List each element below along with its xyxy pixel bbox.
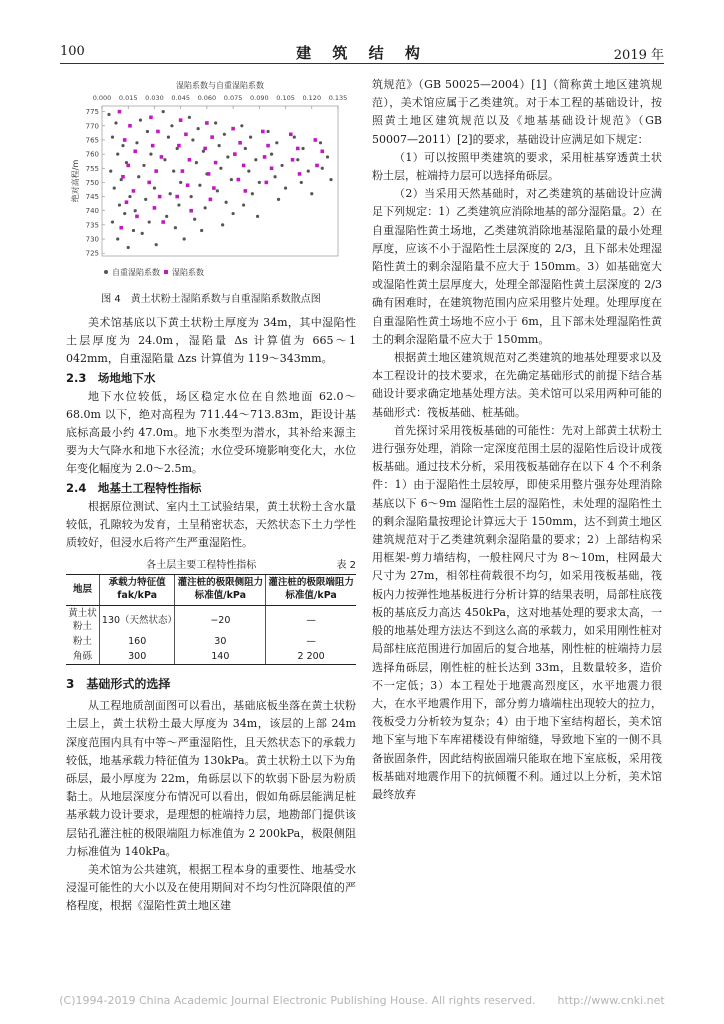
paragraph: 根据黄土地区建筑规范对乙类建筑的地基处理要求以及本工程设计的技术要求，在先确定基础形式的前提下结合基础设计要求确定地基处理方法。美术馆可以采用两种可能的基础形式：筏板基础、桩基础。 <box>372 351 662 419</box>
scatter-point-collapse <box>233 152 237 156</box>
scatter-point-self-weight <box>200 229 203 232</box>
scatter-point-self-weight <box>296 158 299 161</box>
x-tick-label: 0.090 <box>250 94 269 102</box>
x-tick-label: 0.045 <box>171 94 190 102</box>
scatter-point-self-weight <box>266 130 269 133</box>
scatter-point-collapse <box>320 149 324 153</box>
scatter-point-self-weight <box>321 167 324 170</box>
x-tick-label: 0.075 <box>223 94 243 102</box>
scatter-point-collapse <box>237 178 241 182</box>
scatter-point-self-weight <box>280 164 283 167</box>
table-row <box>66 634 356 649</box>
scatter-point-collapse <box>121 175 125 179</box>
scatter-point-collapse <box>132 189 136 193</box>
scatter-point-collapse <box>291 158 295 162</box>
scatter-point-collapse <box>210 135 214 139</box>
scatter-point-self-weight <box>170 124 173 127</box>
scatter-point-collapse <box>181 169 185 173</box>
paragraph: 美术馆为公共建筑，根据工程本身的重要性、地基受水浸湿可能性的大小以及在使用期间对不均匀性沉降限值的严格程度，根据《湿陷性黄土地区建 <box>66 863 356 913</box>
scatter-point-self-weight <box>109 169 112 172</box>
scatter-point-collapse <box>203 147 207 151</box>
legend-label-0: 自重湿陷系数 <box>112 268 160 277</box>
scatter-point-self-weight <box>247 169 250 172</box>
scatter-point-self-weight <box>249 136 252 139</box>
page-header <box>60 40 664 64</box>
x-tick-label: 0.120 <box>302 94 322 102</box>
scatter-point-self-weight <box>165 215 168 218</box>
x-tick-label: 0.105 <box>276 94 295 102</box>
scatter-point-self-weight <box>111 220 114 223</box>
journal-title: 建 筑 结 构 <box>296 44 428 62</box>
scatter-point-collapse <box>214 161 218 165</box>
scatter-point-self-weight <box>284 186 287 189</box>
y-tick-label: 745 <box>85 193 99 202</box>
y-tick-label: 730 <box>85 235 99 244</box>
scatter-point-self-weight <box>230 178 233 181</box>
scatter-point-self-weight <box>169 192 172 195</box>
y-tick-label: 765 <box>85 136 99 145</box>
scatter-point-self-weight <box>141 232 144 235</box>
scatter-point-collapse <box>125 200 129 204</box>
scatter-point-self-weight <box>123 212 126 215</box>
table-header-cell: 灌注桩的极限侧阻力标准值/kPa <box>175 575 266 604</box>
scatter-point-self-weight <box>174 226 177 229</box>
table-header-cell: 地层 <box>66 575 99 604</box>
scatter-point-collapse <box>153 206 157 210</box>
table-cell: 角砾 <box>66 649 99 665</box>
page-number: 100 <box>60 44 85 59</box>
scatter-point-self-weight <box>329 178 332 181</box>
table-cell: — <box>266 606 356 635</box>
scatter-point-collapse <box>147 181 151 185</box>
x-tick-label: 0.000 <box>92 94 112 102</box>
y-tick-label: 760 <box>85 150 99 159</box>
paragraph: 地下水位较低，场区稳定水位在自然地面 62.0～68.0m 以下，绝对高程为 711.44～713.83m，距设计基底标高最小约 47.0m。地下水类型为潜水，其补给来源主要为大气降水和地下水径流；水位受环境影响变化大，水位年变化幅度为 2.0～2.5m。 <box>66 389 356 476</box>
scatter-point-self-weight <box>240 124 243 127</box>
paragraph: （2）当采用天然基础时，对乙类建筑的基础设计应满足下列规定：1）乙类建筑应消除地基的部分湿陷量。2）在自重湿陷性黄土场地，乙类建筑消除地基湿陷量的最小处理厚度，应该不小于湿陷性土层深度的 2/3，且下部未处理湿陷性黄土的剩余湿陷量不应大于 150mm。3）如基础宽大或湿陷性黄土层厚度大，处理全部湿陷性黄土层深度的 2/3 确有困难时，在建筑物范围内应采用整片处理。处理厚度在自重湿陷性黄土场地不应小于 6m，且下部未处理湿陷性黄土的剩余湿陷量不应大于 150mm。 <box>372 187 662 346</box>
publication-year: 2019 年 <box>613 48 664 63</box>
scatter-point-collapse <box>231 127 235 131</box>
scatter-point-self-weight <box>191 138 194 141</box>
scatter-point-collapse <box>263 155 267 159</box>
scatter-point-self-weight <box>277 198 280 201</box>
scatter-point-self-weight <box>107 113 110 116</box>
scatter-point-collapse <box>118 110 122 114</box>
chart-title: 湿陷系数与自重湿陷系数 <box>176 81 264 90</box>
scatter-point-collapse <box>313 138 317 142</box>
scatter-point-collapse <box>156 130 160 134</box>
scatter-point-self-weight <box>226 155 229 158</box>
right-column <box>372 76 662 804</box>
scatter-point-collapse <box>161 220 165 224</box>
plot-frame <box>102 106 338 256</box>
scatter-point-collapse <box>128 124 132 128</box>
scatter-point-self-weight <box>148 220 151 223</box>
table-row <box>66 606 356 635</box>
scatter-point-self-weight <box>270 153 273 156</box>
scatter-point-collapse <box>149 116 153 120</box>
scatter-point-self-weight <box>172 169 175 172</box>
legend-marker-0 <box>104 270 108 274</box>
figure-4-caption: 图 4 黄土状粉土湿陷系数与自重湿陷系数散点图 <box>101 294 321 305</box>
y-tick-label: 750 <box>85 178 99 187</box>
scatter-point-self-weight <box>256 215 259 218</box>
section-heading-3: 3 基础形式的选择 <box>66 677 171 692</box>
scatter-point-self-weight <box>275 141 278 144</box>
scatter-point-collapse <box>179 118 183 122</box>
scatter-point-self-weight <box>190 195 193 198</box>
scatter-point-self-weight <box>204 206 207 209</box>
scatter-point-self-weight <box>116 153 119 156</box>
x-tick-label: 0.135 <box>328 94 348 102</box>
scatter-point-collapse <box>186 183 190 187</box>
scatter-point-collapse <box>261 130 265 134</box>
scatter-point-self-weight <box>162 110 165 113</box>
copyright-footer: (C)1994-2019 China Academic Journal Electronic Publishing House. All rights reserved. http://www.cnki.net <box>59 994 665 1007</box>
scatter-point-self-weight <box>114 121 117 124</box>
scatter-point-self-weight <box>155 243 158 246</box>
table-2-title-row <box>66 558 356 574</box>
scatter-point-self-weight <box>197 127 200 130</box>
table-cell: 140 <box>175 649 266 665</box>
scatter-point-self-weight <box>232 212 235 215</box>
scatter-point-self-weight <box>179 181 182 184</box>
soil-properties-table <box>66 574 356 665</box>
x-tick-label: 0.030 <box>145 94 164 102</box>
table-cell: 粉土 <box>72 636 92 648</box>
scatter-point-self-weight <box>221 223 224 226</box>
chart-legend <box>104 267 204 277</box>
y-tick-label: 735 <box>85 221 99 230</box>
scatter-point-self-weight <box>300 181 303 184</box>
section-heading-2-3: 2.3 场地地下水 <box>66 370 156 385</box>
scatter-point-self-weight <box>223 133 226 136</box>
y-tick-label: 775 <box>85 108 99 117</box>
y-tick-label: 725 <box>85 249 99 258</box>
scatter-point-self-weight <box>218 144 221 147</box>
scatter-point-self-weight <box>242 203 245 206</box>
paragraph: 根据原位测试、室内土工试验结果，黄土状粉土含水量较低，孔隙较为发育，土呈稍密状态，天然状态下土力学性质较好，但浸水后将产生严重湿陷性。 <box>66 499 356 550</box>
scatter-point-self-weight <box>293 136 296 139</box>
scatter-point-self-weight <box>195 161 198 164</box>
scatter-point-self-weight <box>146 130 149 133</box>
scatter-point-collapse <box>315 164 319 168</box>
scatter-point-collapse <box>188 158 192 162</box>
legend-marker-1 <box>164 270 168 274</box>
paragraph: 筑规范》（GB 50025—2004）[1]（简称黄土地区建筑规范），美术馆应属于乙类建筑。对于本工程的基础设计，按照黄土地区建筑规范以及《地基基础设计规范》（GB 50007—2011）[2]的要求，基础设计应满足如下规定： <box>372 78 662 146</box>
scatter-point-self-weight <box>144 198 147 201</box>
scatter-point-self-weight <box>326 155 329 158</box>
table-2-label: 表 2 <box>336 560 356 572</box>
table-cell: 30 <box>175 634 266 649</box>
table-2-title: 各土层主要工程特性指标 <box>146 560 257 572</box>
paragraph: （1）可以按照甲类建筑的要求，采用桩基穿透黄土状粉土层，桩端持力层可以选择角砾层。 <box>372 150 662 183</box>
scatter-point-collapse <box>175 195 179 199</box>
paragraph: 从工程地质剖面图可以看出，基础底板坐落在黄土状粉土层上，黄土状粉土最大厚度为 34m，该层的上部 24m 深度范围内具有中等～严重湿陷性，且天然状态下的承载力较低，地基承载力特征值为 130kPa。黄土状粉土以下为角砾层，最小厚度为 22m，角砾层以下的软弱下卧层为粉质黏土。从地层深度分布情况可以看出，假如角砾层能满足桩基承载力设计要求，是理想的桩端持力层，地勘部门提供该层钻孔灌注桩的极限端阻力标准值为 2 200kPa，极限侧阻力标准值为 140kPa。 <box>66 699 356 858</box>
scatter-point-collapse <box>177 144 181 148</box>
scatter-point-self-weight <box>251 192 254 195</box>
y-tick-label: 755 <box>85 164 99 173</box>
scatter-point-collapse <box>238 141 242 145</box>
table-row <box>66 649 356 665</box>
scatter-point-collapse <box>207 172 211 176</box>
scatter-point-collapse <box>154 169 158 173</box>
scatter-point-collapse <box>296 147 300 151</box>
scatter-point-collapse <box>189 209 193 213</box>
figure-4 <box>66 76 356 286</box>
scatter-point-self-weight <box>163 158 166 161</box>
scatter-point-collapse <box>123 138 127 142</box>
scatter-point-self-weight <box>132 229 135 232</box>
scatter-point-collapse <box>266 144 270 148</box>
table-cell: −20 <box>175 606 266 635</box>
scatter-point-collapse <box>244 189 248 193</box>
paragraph: 首先探讨采用筏板基础的可能性：先对上部黄土状粉土进行强夯处理，消除一定深度范围土层的湿陷性后设计成筏板基础。通过技术分析，采用筏板基础存在以下 4 个不利条件：1）由于湿陷性土层较厚，即使采用整片强夯处理消除基底以下 6～9m 湿陷性土层的湿陷性，未处理的湿陷性土的剩余湿陷量按理论计算远大于 150mm，达不到黄土地区建筑规范对于乙类建筑剩余湿陷量的要求；2）上部结构采用框架-剪力墙结构，一般柱网尺寸为 8～10m，柱网最大尺寸为 27m，相邻柱荷载很不均匀，如采用筏板基础，筏板内力按弹性地基板进行分析计算的结果表明，局部柱底筏板的基底反力高达 450kPa，这对地基处理的要求太高，一般的地基处理方法达不到这么高的承载力，如采用刚性桩对局部柱底范围进行加固后的复合地基，刚性桩的桩端持力层选择角砾层，刚性桩的桩长达到 33m，且数量较多，造价不一定低；3）本工程处于地震高烈度区，水平地震力很大，在水平地震作用下，部分剪力墙端柱出现较大的拉力，筏板受力分析较为复杂；4）由于地下室结构超长，美术馆地下室与地下车库裙楼设有伸缩缝，导致地下室的一侧不具备嵌固条件，因此结构嵌固端只能取在地下室底板，采用筏板基础对地震作用下的抗倾覆不利。通过以上分析，美术馆最终放弃 <box>372 423 662 801</box>
scatter-point-self-weight <box>167 136 170 139</box>
scatter-point-collapse <box>158 195 162 199</box>
scatter-point-self-weight <box>153 186 156 189</box>
scatter-point-collapse <box>298 172 302 176</box>
table-cell: 300 <box>99 649 175 665</box>
paragraph: 美术馆基底以下黄土状粉土厚度为 34m，其中湿陷性土层厚度为 24.0m，湿陷量 Δs 计算值为 665～1 042mm，自重湿陷量 Δzs 计算值为 119～343mm。 <box>66 316 356 366</box>
x-tick-label: 0.015 <box>118 94 138 102</box>
scatter-point-collapse <box>126 164 130 168</box>
scatter-point-collapse <box>209 198 213 202</box>
scatter-point-self-weight <box>116 237 119 240</box>
scatter-point-collapse <box>205 121 209 125</box>
chart-ylabel: 绝对高程/m <box>71 159 80 203</box>
y-tick-label: 740 <box>85 207 99 216</box>
scatter-point-self-weight <box>139 119 142 122</box>
table-header-row <box>66 575 356 604</box>
x-tick-label: 0.060 <box>197 94 217 102</box>
scatter-point-self-weight <box>113 186 116 189</box>
left-column <box>66 76 356 916</box>
scatter-point-self-weight <box>134 209 137 212</box>
scatter-point-self-weight <box>149 153 152 156</box>
section-heading-2-4: 2.4 地基土工程特性指标 <box>66 480 202 495</box>
scatter-point-self-weight <box>177 203 180 206</box>
scatter-point-self-weight <box>193 218 196 221</box>
scatter-point-self-weight <box>310 192 313 195</box>
table-cell: 160 <box>99 634 175 649</box>
scatter-point-self-weight <box>225 201 228 204</box>
scatter-point-self-weight <box>142 164 145 167</box>
scatter-point-collapse <box>160 155 164 159</box>
legend-label-1: 湿陷系数 <box>172 268 204 277</box>
scatter-point-collapse <box>184 133 188 137</box>
scatter-point-collapse <box>265 181 269 185</box>
scatter-point-self-weight <box>301 147 304 150</box>
scatter-point-self-weight <box>258 181 261 184</box>
scatter-point-self-weight <box>214 121 217 124</box>
scatter-point-self-weight <box>111 136 114 139</box>
scatter-point-self-weight <box>219 167 222 170</box>
table-header-cell: 承载力特征值 fak/kPa <box>99 575 175 604</box>
scatter-point-collapse <box>119 226 123 230</box>
scatter-point-collapse <box>242 164 246 168</box>
table-cell: 2 200 <box>266 649 356 665</box>
scatter-point-self-weight <box>244 147 247 150</box>
scatter-point-self-weight <box>128 195 131 198</box>
scatter-point-self-weight <box>319 141 322 144</box>
scatter-point-self-weight <box>135 141 138 144</box>
scatter-point-collapse <box>212 186 216 190</box>
scatter-point-self-weight <box>216 189 219 192</box>
table-cell: 黄土状粉土 <box>68 608 97 633</box>
scatter-point-self-weight <box>273 175 276 178</box>
scatter-point-collapse <box>133 149 137 153</box>
scatter-point-self-weight <box>118 203 121 206</box>
scatter-point-collapse <box>270 166 274 170</box>
table-cell: 130（天然状态） <box>99 606 175 635</box>
table-header-cell: 灌注桩的极限端阻力标准值/kPa <box>266 575 356 604</box>
scatter-point-self-weight <box>127 246 130 249</box>
scatter-point-self-weight <box>307 169 310 172</box>
scatter-point-collapse <box>151 144 155 148</box>
scatter-point-collapse <box>135 215 139 219</box>
scatter-point-collapse <box>289 133 293 137</box>
scatter-point-self-weight <box>121 144 124 147</box>
scatter-point-self-weight <box>137 175 140 178</box>
scatter-point-self-weight <box>188 116 191 119</box>
scatter-point-self-weight <box>183 237 186 240</box>
y-tick-label: 770 <box>85 122 99 131</box>
scatter-chart <box>66 76 356 286</box>
table-cell: — <box>266 634 356 649</box>
scatter-point-self-weight <box>254 158 257 161</box>
scatter-point-self-weight <box>198 184 201 187</box>
